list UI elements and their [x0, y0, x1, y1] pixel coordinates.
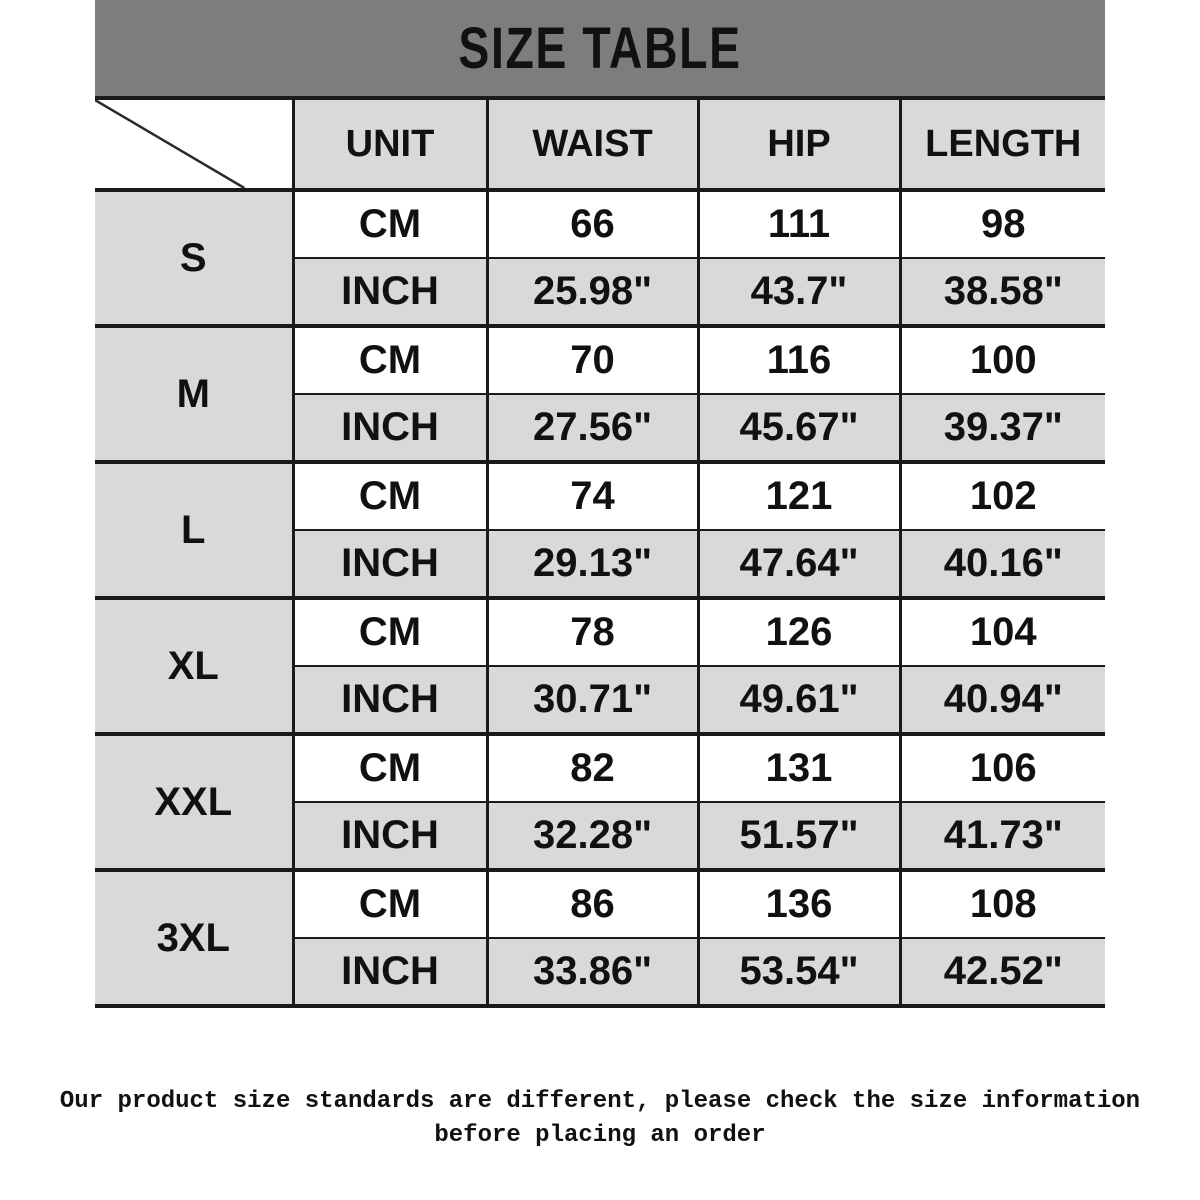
value-cell: 40.94": [900, 666, 1105, 734]
value-cell: 53.54": [698, 938, 900, 1006]
page-title: SIZE TABLE: [458, 15, 742, 81]
value-cell: 25.98": [487, 258, 698, 326]
value-cell: 121: [698, 462, 900, 530]
value-cell: 98: [900, 190, 1105, 258]
value-cell: 33.86": [487, 938, 698, 1006]
diagonal-line-icon: [95, 100, 292, 188]
unit-label: CM: [293, 734, 487, 802]
size-label: L: [95, 462, 293, 598]
value-cell: 102: [900, 462, 1105, 530]
unit-label: CM: [293, 190, 487, 258]
footer-note-line2: before placing an order: [434, 1122, 766, 1149]
size-label: M: [95, 326, 293, 462]
value-cell: 86: [487, 870, 698, 938]
title-bar: [95, 0, 1105, 100]
size-label: 3XL: [95, 870, 293, 1006]
value-cell: 136: [698, 870, 900, 938]
value-cell: 27.56": [487, 394, 698, 462]
value-cell: 42.52": [900, 938, 1105, 1006]
size-label: S: [95, 190, 293, 326]
size-label: XL: [95, 598, 293, 734]
value-cell: 41.73": [900, 802, 1105, 870]
table-row: [95, 326, 1105, 394]
table-row: [95, 190, 1105, 258]
footer-note-line1: Our product size standards are different, please check the size information: [59, 1088, 1141, 1115]
unit-label: CM: [293, 326, 487, 394]
col-header-length: LENGTH: [900, 100, 1105, 190]
header-row: [95, 100, 1105, 190]
value-cell: 43.7": [698, 258, 900, 326]
size-table: [95, 100, 1105, 1008]
value-cell: 40.16": [900, 530, 1105, 598]
col-header-hip: HIP: [698, 100, 900, 190]
value-cell: 45.67": [698, 394, 900, 462]
value-cell: 38.58": [900, 258, 1105, 326]
value-cell: 82: [487, 734, 698, 802]
value-cell: 29.13": [487, 530, 698, 598]
value-cell: 111: [698, 190, 900, 258]
col-header-waist: WAIST: [487, 100, 698, 190]
table-row: [95, 734, 1105, 802]
value-cell: 66: [487, 190, 698, 258]
size-label: XXL: [95, 734, 293, 870]
value-cell: 116: [698, 326, 900, 394]
unit-label: CM: [293, 870, 487, 938]
value-cell: 47.64": [698, 530, 900, 598]
value-cell: 70: [487, 326, 698, 394]
value-cell: 106: [900, 734, 1105, 802]
value-cell: 100: [900, 326, 1105, 394]
unit-label: INCH: [293, 938, 487, 1006]
value-cell: 104: [900, 598, 1105, 666]
footer-note: [0, 1085, 1200, 1153]
table-row: [95, 462, 1105, 530]
value-cell: 131: [698, 734, 900, 802]
unit-label: INCH: [293, 802, 487, 870]
unit-label: CM: [293, 598, 487, 666]
value-cell: 126: [698, 598, 900, 666]
unit-label: INCH: [293, 666, 487, 734]
value-cell: 78: [487, 598, 698, 666]
unit-label: CM: [293, 462, 487, 530]
unit-label: INCH: [293, 394, 487, 462]
unit-label: INCH: [293, 258, 487, 326]
size-table-block: [95, 0, 1105, 1008]
value-cell: 39.37": [900, 394, 1105, 462]
table-row: [95, 870, 1105, 938]
col-header-unit: UNIT: [293, 100, 487, 190]
unit-label: INCH: [293, 530, 487, 598]
value-cell: 49.61": [698, 666, 900, 734]
value-cell: 32.28": [487, 802, 698, 870]
corner-cell: [95, 100, 293, 190]
table-row: [95, 598, 1105, 666]
value-cell: 51.57": [698, 802, 900, 870]
value-cell: 30.71": [487, 666, 698, 734]
value-cell: 74: [487, 462, 698, 530]
value-cell: 108: [900, 870, 1105, 938]
